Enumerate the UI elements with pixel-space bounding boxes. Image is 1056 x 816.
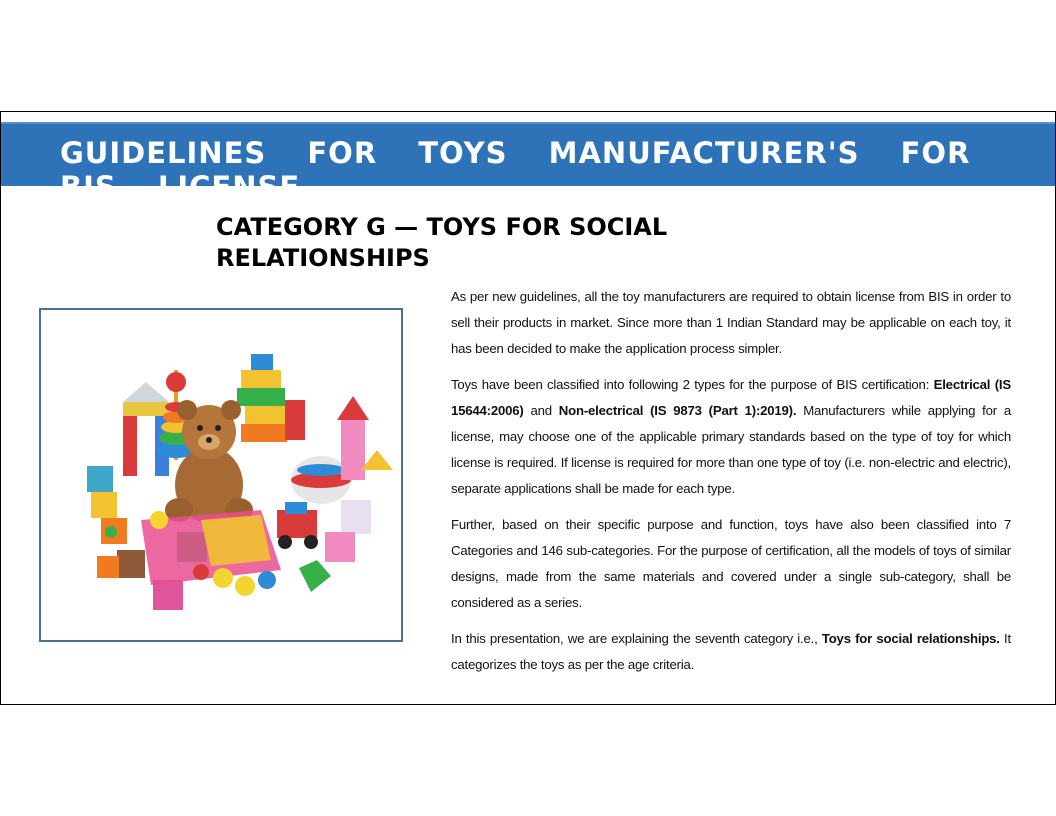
p4-social: Toys for social relationships. xyxy=(821,631,1000,646)
paragraph-1: As per new guidelines, all the toy manufacturers are required to obtain license from BIS in order to sell their products in market. Since more than 1 Indian Standard may be applicable on each toy, it has been decided to make the application process simpler. xyxy=(451,289,1011,356)
p2-text-a: Toys have been classified into following 2 types for the purpose of BIS certification: xyxy=(451,377,934,392)
paragraph-2 xyxy=(451,372,1011,502)
toys-photo xyxy=(39,308,403,642)
p4-text-c: It categorizes the toys as per the age criteria. xyxy=(451,631,1011,672)
slide xyxy=(0,111,1056,705)
paragraph-3: Further, based on their specific purpose and function, toys have also been classified into 7 Categories and 146 sub-categories. For the purpose of certification, all the models of toys of similar designs, made from the same materials and covered under a single sub-category, shall be considered as a series. xyxy=(451,517,1011,610)
body-text xyxy=(451,284,1011,688)
paragraph-4 xyxy=(451,626,1011,678)
p2-text-c: and xyxy=(523,403,559,418)
p2-text-e: Manufacturers while applying for a license, may choose one of the applicable primary standards based on the type of toy for which license is required. If license is required for more than one type of toy (i.e. non-electric and electric), separate applications shall be made for each type. xyxy=(451,403,1012,496)
p2-non-electrical: Non-electrical (IS 9873 (Part 1):2019). xyxy=(558,403,797,418)
title-banner xyxy=(1,122,1055,204)
p4-text-a: In this presentation, we are explaining the seventh category i.e., xyxy=(451,631,822,646)
category-title: CATEGORY G — TOYS FOR SOCIAL RELATIONSHIPS xyxy=(216,213,668,272)
p2-electrical: Electrical (IS 15644:2006) xyxy=(451,377,1011,418)
toys-illustration xyxy=(41,310,401,640)
banner-title: GUIDELINES FOR TOYS MANUFACTURER'S FOR BIS LICENSE xyxy=(60,136,971,204)
